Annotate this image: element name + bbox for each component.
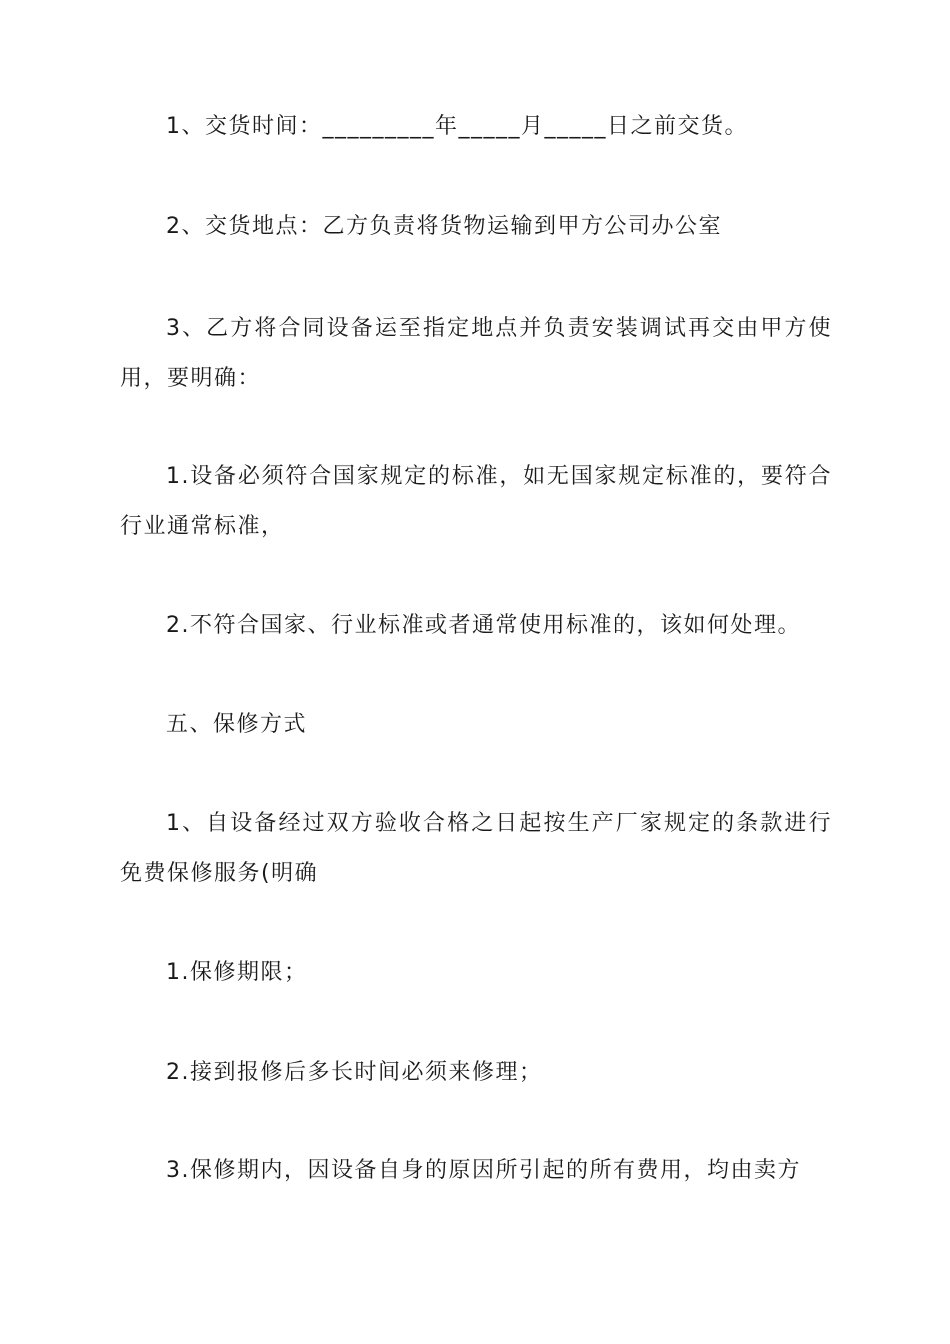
section-heading-warranty: 五、保修方式 xyxy=(166,712,308,737)
paragraph-warranty-period: 1.保修期限； xyxy=(166,960,308,985)
paragraph-installation: 3、乙方将合同设备运至指定地点并负责安装调试再交由甲方使用，要明确： xyxy=(120,316,832,391)
paragraph-free-warranty: 1、自设备经过双方验收合格之日起按生产厂家规定的条款进行免费保修服务(明确 xyxy=(120,811,832,886)
paragraph-repair-response: 2.接到报修后多长时间必须来修理； xyxy=(166,1060,543,1085)
paragraph-standard-requirement: 1.设备必须符合国家规定的标准，如无国家规定标准的，要符合行业通常标准， xyxy=(120,464,832,539)
paragraph-nonconformity: 2.不符合国家、行业标准或者通常使用标准的，该如何处理。 xyxy=(166,613,801,638)
paragraph-delivery-time: 1、交货时间：_________年_____月_____日之前交货。 xyxy=(166,114,748,139)
paragraph-delivery-location: 2、交货地点：乙方负责将货物运输到甲方公司办公室 xyxy=(166,214,722,239)
paragraph-warranty-costs: 3.保修期内，因设备自身的原因所引起的所有费用，均由卖方 xyxy=(166,1158,801,1183)
